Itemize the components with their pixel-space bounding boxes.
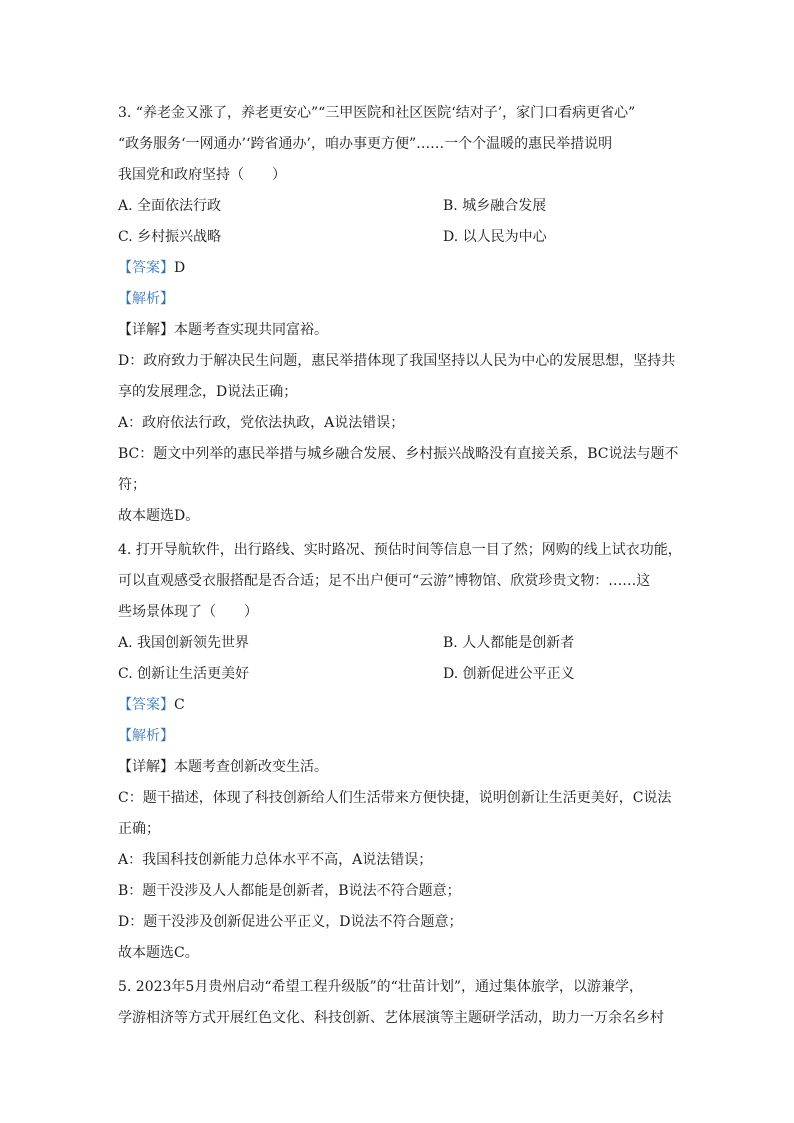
- detail-text: 本题考查实现共同富裕。: [174, 322, 328, 338]
- answer-tag: 【答案】: [118, 260, 174, 276]
- q4-stem-line-1: 4. 打开导航软件，出行路线、实时路况、预估时间等信息一目了然；网购的线上试衣功能，: [118, 542, 682, 558]
- q3-explain-2: 享的发展理念，D说法正确；: [118, 384, 298, 400]
- q3-explain-3: A：政府依法行政，党依法执政，A说法错误；: [118, 415, 405, 431]
- q4-explain-1: C：题干描述，体现了科技创新给人们生活带来方便快捷，说明创新让生活更美好，C说法: [118, 790, 672, 806]
- detail-text: 本题考查创新改变生活。: [174, 759, 328, 775]
- q3-option-d: D. 以人民为中心: [443, 229, 547, 245]
- q3-option-a: A. 全面依法行政: [118, 198, 222, 214]
- q3-stem-line-3: 我国党和政府坚持（ ）: [118, 167, 286, 183]
- q4-option-c: C. 创新让生活更美好: [118, 666, 250, 682]
- q3-answer: [118, 258, 185, 278]
- detail-tag: 【详解】: [118, 759, 174, 775]
- q3-explain-4: BC：题文中列举的惠民举措与城乡融合发展、乡村振兴战略没有直接关系，BC说法与题不: [118, 446, 679, 462]
- q4-answer: [118, 695, 185, 715]
- q3-stem-line-1: 3. “养老金又涨了，养老更安心”“三甲医院和社区医院‘结对子’，家门口看病更省心”: [118, 105, 636, 121]
- q4-explain-6: 故本题选C。: [118, 945, 199, 961]
- q4-stem-line-3: 些场景体现了（ ）: [118, 604, 258, 620]
- q4-stem-line-2: 可以直观感受衣服搭配是否合适；足不出户便可“云游”博物馆、欣赏珍贵文物：……这: [118, 573, 651, 589]
- q4-explain-3: A：我国科技创新能力总体水平不高，A说法错误；: [118, 852, 433, 868]
- q4-option-d: D. 创新促进公平正义: [443, 666, 575, 682]
- detail-tag: 【详解】: [118, 322, 174, 338]
- q4-explain-5: D：题干没涉及创新促进公平正义，D说法不符合题意；: [118, 914, 463, 930]
- answer-value: D: [174, 260, 186, 276]
- q4-option-a: A. 我国创新领先世界: [118, 635, 250, 651]
- answer-value: C: [174, 697, 185, 713]
- q3-explain-6: 故本题选D。: [118, 508, 200, 524]
- q4-option-b: B. 人人都能是创新者: [443, 635, 575, 651]
- q4-detail: [118, 757, 328, 777]
- q3-explain-1: D：政府致力于解决民生问题，惠民举措体现了我国坚持以人民为中心的发展思想，坚持共: [118, 353, 676, 369]
- q3-detail: [118, 320, 328, 340]
- q3-option-c: C. 乡村振兴战略: [118, 229, 222, 245]
- q3-stem-line-2: “政务服务‘一网通办’‘跨省通办’，咱办事更方便”……一个个温暖的惠民举措说明: [118, 136, 613, 152]
- q5-stem-line-2: 学游相济等方式开展红色文化、科技创新、艺体展演等主题研学活动，助力一万余名乡村: [118, 1010, 664, 1026]
- q4-explain-4: B：题干没涉及人人都能是创新者，B说法不符合题意；: [118, 883, 461, 899]
- q5-stem-line-1: 5. 2023年5月贵州启动“希望工程升级版”的“壮苗计划”，通过集体旅学，以游兼学，: [118, 979, 643, 995]
- q4-explain-2: 正确；: [118, 821, 160, 837]
- q3-explain-5: 符；: [118, 477, 146, 493]
- q4-analysis-tag: 【解析】: [118, 728, 174, 744]
- q3-analysis-tag: 【解析】: [118, 291, 174, 307]
- answer-tag: 【答案】: [118, 697, 174, 713]
- q3-option-b: B. 城乡融合发展: [443, 198, 547, 214]
